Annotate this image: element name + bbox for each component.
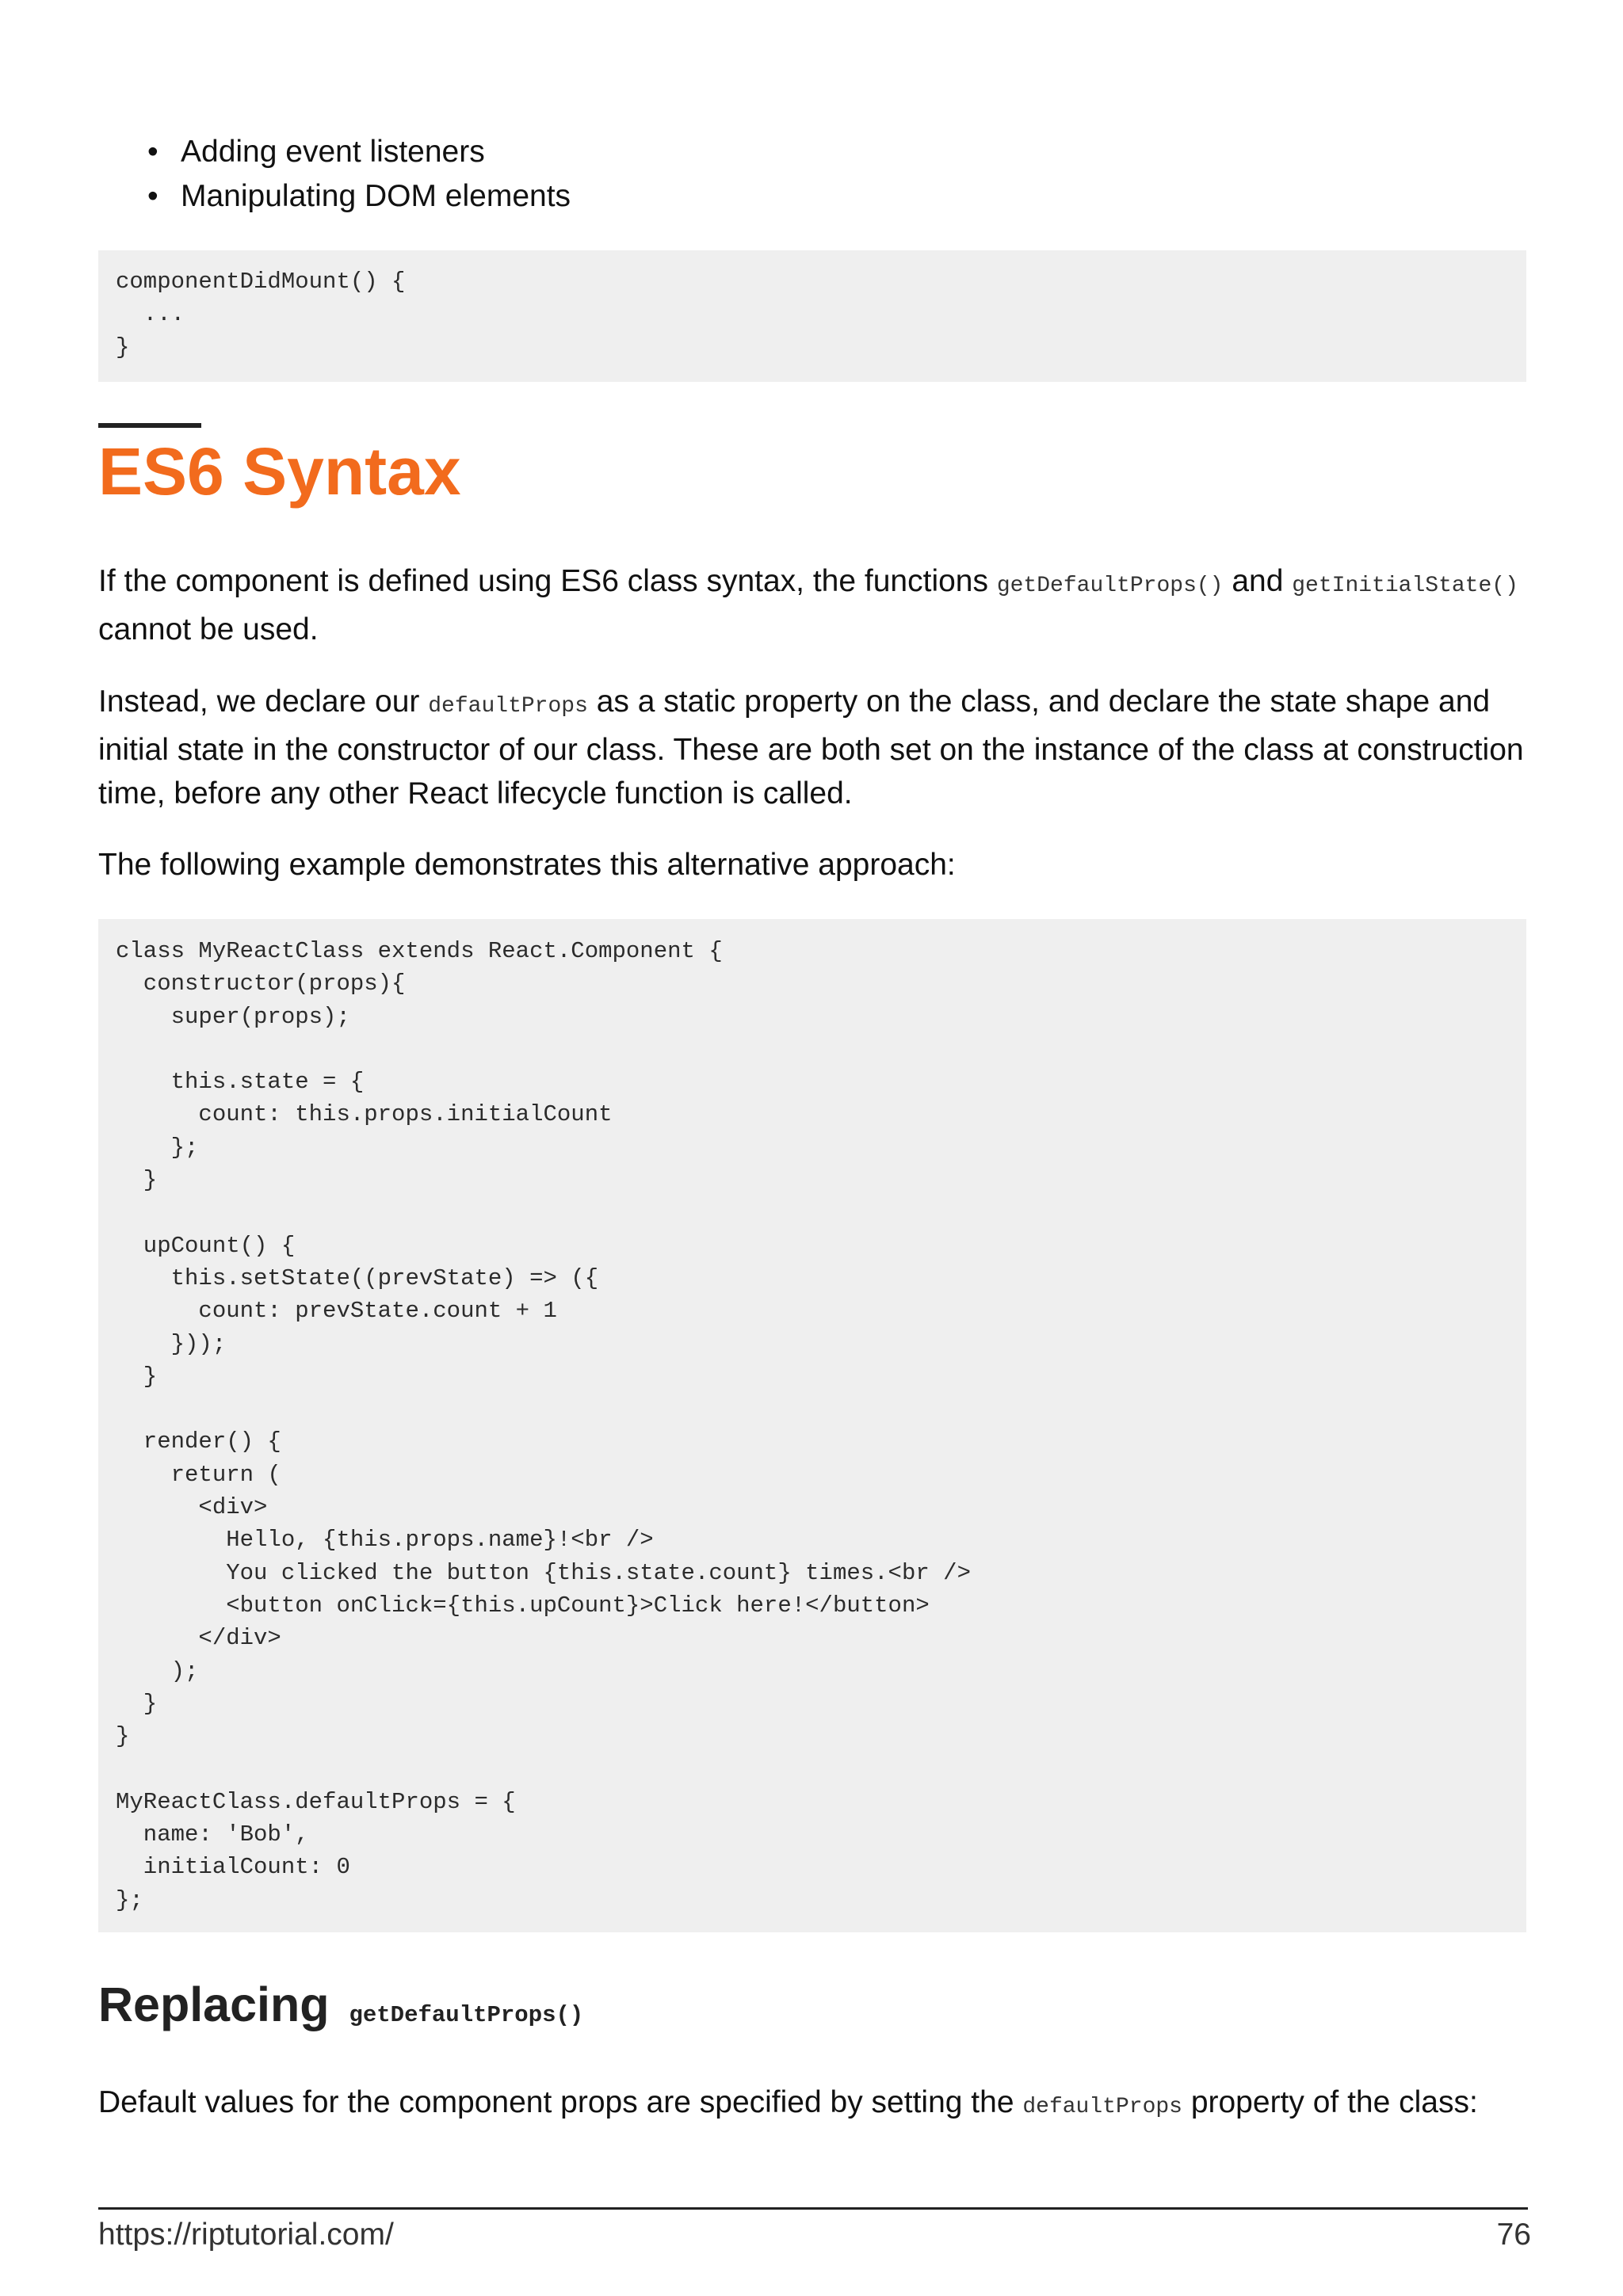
subsection-heading <box>98 1973 583 2047</box>
footer-divider <box>98 2207 1528 2210</box>
bullet-marker: • <box>147 179 158 213</box>
paragraph-text: cannot be used. <box>98 612 319 646</box>
paragraph-text: Instead, we declare our <box>98 685 429 719</box>
paragraph-text: Default values for the component props are specified by setting the <box>98 2085 1023 2119</box>
paragraph-text: If the component is defined using ES6 class syntax, the functions <box>98 564 997 598</box>
code-block-component-did-mount: componentDidMount() { ... } <box>98 250 1526 382</box>
inline-code: getInitialState() <box>1292 574 1518 598</box>
paragraph-replacing-default-props <box>98 2081 1525 2129</box>
list-item <box>144 130 571 174</box>
list-item-text: Manipulating DOM elements <box>181 179 571 213</box>
code-block-es6-class: class MyReactClass extends React.Component { constructor(props){ super(props); this.state = { count: this.props.initialCount }; } upCount() { this.setState((prevState) => ({ count: prevState.count + 1 })); } render() { return ( <div> Hello, {this.props.name}!<br /> You clicked the button {this.state.count} times.<br /> <button onClick={this.upCount}>Click here!</button> </div> ); } } MyReactClass.defaultProps = { name: 'Bob', initialCount: 0 }; <box>98 919 1526 1932</box>
paragraph-text: property of the class: <box>1182 2085 1478 2119</box>
section-heading: ES6 Syntax <box>98 434 461 509</box>
list-item <box>144 174 571 219</box>
footer-url: https://riptutorial.com/ <box>98 2218 394 2252</box>
page-number: 76 <box>1496 2218 1531 2252</box>
inline-code: getDefaultProps() <box>996 574 1224 598</box>
subsection-heading-code: getDefaultProps() <box>349 2002 584 2028</box>
inline-code: defaultProps <box>1022 2095 1182 2119</box>
list-item-text: Adding event listeners <box>181 135 485 169</box>
inline-code: defaultProps <box>428 694 588 719</box>
bullet-marker: • <box>147 135 158 169</box>
bullet-list <box>144 130 571 219</box>
paragraph-text: as a static property on the class, and declare the state shape and initial state in the constructor of our class. These are both set on the instance of the class at construction time, before any other React lifecycle function is called. <box>98 685 1524 810</box>
subsection-heading-text: Replacing <box>98 1978 330 2031</box>
paragraph-example-intro: The following example demonstrates this alternative approach: <box>98 848 956 882</box>
paragraph-default-props <box>98 680 1525 815</box>
paragraph-es6-intro <box>98 559 1525 651</box>
paragraph-text: and <box>1223 564 1293 598</box>
